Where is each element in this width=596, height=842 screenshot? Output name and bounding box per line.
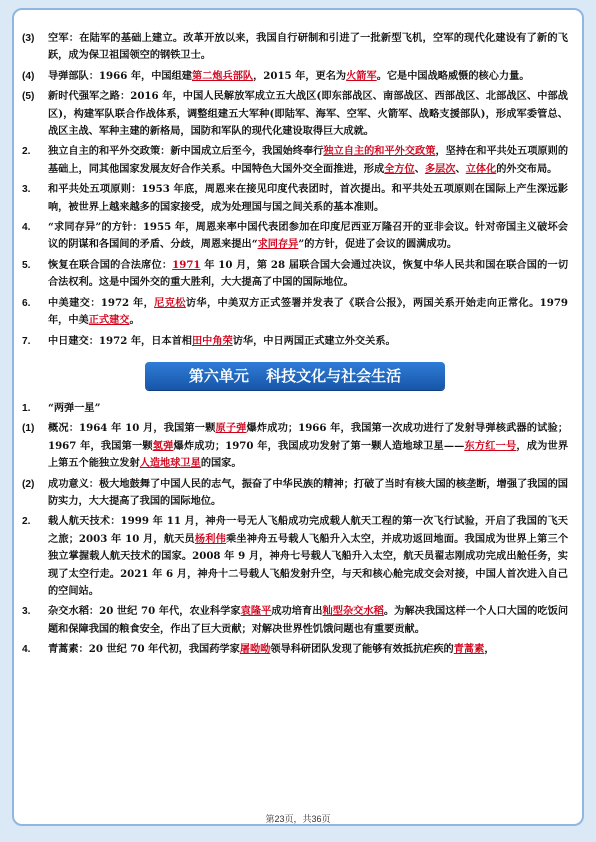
text-run: 、 xyxy=(455,162,466,175)
highlighted-term: 正式建交 xyxy=(88,314,130,327)
list-item xyxy=(22,181,568,216)
list-item xyxy=(22,513,568,600)
highlighted-term: 青蒿素 xyxy=(453,643,485,656)
text-run: ，2015 年，更名为 xyxy=(253,69,347,82)
item-text xyxy=(48,143,568,178)
text-run: 、 xyxy=(414,162,425,175)
text-run: 中日建交：1972 年，日本首相 xyxy=(48,334,192,347)
unit-number: 第六单元 xyxy=(188,366,249,385)
highlighted-term: 氢弹 xyxy=(152,439,174,452)
text-run: 和平共处五项原则：1953 年底，周恩来在接见印度代表团时，首次提出。和平共处五项原则在国际上产生深远影响，被世界上越来越多的国家接受，成为处理国与国之间关系的基本准则。 xyxy=(48,183,568,213)
highlighted-term: 籼型杂交水稻 xyxy=(322,605,384,618)
text-run: 独立自主的和平外交政策：新中国成立后至今，我国始终奉行 xyxy=(48,145,324,158)
highlighted-term: 杨利伟 xyxy=(194,532,226,545)
list-item xyxy=(22,603,568,638)
item-number: 2. xyxy=(22,516,31,528)
text-run: 访华，中日两国正式建立外交关系。 xyxy=(232,334,396,347)
item-number: 7. xyxy=(22,335,31,347)
item-text xyxy=(48,181,568,216)
highlighted-term: 人造地球卫星 xyxy=(139,457,201,470)
highlighted-term: 田中角荣 xyxy=(191,334,233,347)
highlighted-term: 东方红一号 xyxy=(464,439,517,452)
item-text xyxy=(48,88,568,140)
document-body xyxy=(22,30,568,662)
item-number: 4. xyxy=(22,644,31,656)
text-run: 。它是中国战略威慑的核心力量。 xyxy=(376,69,530,82)
text-run: 乘坐神舟五号载人飞船升入太空，并成功返回地面。我国成为世界上第三个独立掌握载人航天技术的国家。2008 年 9 月，神舟七号载人飞船升入太空，航天员翟志刚成功完成出舱任务，实现了太空行走。2021 年 6 月，神舟十二号载人飞船发射升空，与天和核心舱完成交会对接，中国人首次进入自己的空间站。 xyxy=(48,532,569,597)
item-number: 3. xyxy=(22,184,31,196)
text-run: 概况：1964 年 10 月，我国第一颗 xyxy=(48,422,216,435)
item-number: (2) xyxy=(22,478,35,490)
text-run: 空军：在陆军的基础上建立。改革开放以来，我国自行研制和引进了一批新型飞机，空军的现代化建设有了新的飞跃，成为保卫祖国领空的钢铁卫士。 xyxy=(48,32,568,62)
highlighted-term: 多层次 xyxy=(424,162,456,175)
list-item xyxy=(22,641,568,658)
highlighted-term: 火箭军 xyxy=(346,69,377,82)
item-text xyxy=(48,30,568,65)
item-text xyxy=(48,513,568,600)
item-text xyxy=(48,257,568,292)
list-item xyxy=(22,219,568,254)
text-run: 。为解决我国这样一个人口大国的吃饭问题和保障我国的粮食安全，作出了巨大贡献；对解决世界性饥饿问题也有重要贡献。 xyxy=(48,605,569,635)
item-number: 5. xyxy=(22,259,31,271)
highlighted-term: 1971 xyxy=(172,258,201,271)
text-run: 的国家。 xyxy=(200,457,242,470)
item-text xyxy=(48,476,568,511)
text-run: 爆炸成功；1970 年，我国成功发射了第一颗人造地球卫星—— xyxy=(173,439,465,452)
highlighted-term: 袁隆平 xyxy=(240,605,272,618)
text-run: 载人航天技术：1999 年 11 月，神舟一号无人飞船成功完成载人航天工程的第一次飞行试验，开启了我国的飞天之旅；2003 年 10 月，航天员 xyxy=(48,515,568,545)
item-text xyxy=(48,219,568,254)
highlighted-term: 立体化 xyxy=(465,162,497,175)
item-text xyxy=(48,603,568,638)
highlighted-term: 尼克松 xyxy=(154,296,186,309)
item-text xyxy=(48,641,568,658)
text-run: 。 xyxy=(129,314,140,327)
text-run: 新时代强军之路：2016 年，中国人民解放军成立五大战区(即东部战区、南部战区、西部战区、北部战区、中部战区)，构建军队联合作战体系，调整组建五大军种(即陆军、海军、空军、火箭军、战略支援部队)，形成军委管总、战区主战、军种主建的新格局，国防和军队的现代化建设取得巨大成就。 xyxy=(48,90,568,138)
text-run: 恢复在联合国的合法席位： xyxy=(48,258,173,271)
text-run: “两弹一星” xyxy=(48,401,101,414)
list-item xyxy=(22,333,568,350)
highlighted-term: 第二炮兵部队 xyxy=(191,69,254,82)
item-text xyxy=(48,333,568,350)
list-item xyxy=(22,295,568,330)
text-run: ， xyxy=(484,643,495,656)
text-run: ，成为世界上第五个能独立发射 xyxy=(48,439,569,470)
highlighted-term: 屠呦呦 xyxy=(239,643,271,656)
text-run: 的外交布局。 xyxy=(496,162,558,175)
text-run: 访华，中美双方正式签署并发表了《联合公报》，两国关系开始走向正常化。1979 年，中美 xyxy=(48,296,568,327)
unit-title: 科技文化与社会生活 xyxy=(266,366,402,385)
list-item xyxy=(22,143,568,178)
highlighted-term: 全方位 xyxy=(384,162,415,175)
item-text xyxy=(48,400,568,417)
page-number: 第23页，共36页 xyxy=(265,814,331,824)
item-number: (1) xyxy=(22,423,35,435)
list-item xyxy=(22,88,568,140)
item-number: 4. xyxy=(22,222,31,234)
item-number: 2. xyxy=(22,146,31,158)
text-run: ，坚持在和平共处五项原则的基础上，同其他国家发展友好合作关系。中国特色大国外交全面推进，形成 xyxy=(48,145,569,175)
text-run: 导弹部队：1966 年，中国组建 xyxy=(48,69,192,82)
section-science xyxy=(22,400,568,659)
text-run: ”的方针，促进了会议的圆满成功。 xyxy=(298,238,458,251)
list-item xyxy=(22,400,568,417)
text-run: 成功培育出 xyxy=(271,605,323,618)
list-item xyxy=(22,476,568,511)
highlighted-term: 独立自主的和平外交政策 xyxy=(323,145,436,158)
text-run: “求同存异”的方针：1955 年，周恩来率中国代表团参加在印度尼西亚万隆召开的亚非会议。针对帝国主义破坏会议的阴谋和各国间的矛盾、分歧，周恩来提出“ xyxy=(48,221,568,251)
item-number: 3. xyxy=(22,606,31,618)
list-item xyxy=(22,30,568,65)
list-item xyxy=(22,68,568,85)
text-run: 中美建交：1972 年， xyxy=(48,296,155,309)
item-number: 1. xyxy=(22,402,31,414)
text-run: 杂交水稻：20 世纪 70 年代，农业科学家 xyxy=(48,605,241,618)
list-item xyxy=(22,420,568,472)
section-diplomacy xyxy=(22,30,568,350)
item-number: (4) xyxy=(22,70,35,82)
text-run: 年 10 月，第 28 届联合国大会通过决议，恢复中华人民共和国在联合国的一切合法权利。这是中国外交的重大胜利，大大提高了中国的国际地位。 xyxy=(48,258,569,289)
list-item xyxy=(22,257,568,292)
item-number: (5) xyxy=(22,91,35,103)
item-text xyxy=(48,420,568,472)
item-number: 6. xyxy=(22,297,31,309)
text-run: 青蒿素：20 世纪 70 年代初，我国药学家 xyxy=(48,643,240,656)
text-run: 领导科研团队发现了能够有效抵抗疟疾的 xyxy=(270,643,454,656)
highlighted-term: 原子弹 xyxy=(215,422,247,435)
text-run: 爆炸成功；1966 年，我国第一次成功进行了发射导弹核武器的试验；1967 年，我国第一颗 xyxy=(48,422,569,452)
item-text xyxy=(48,68,568,85)
text-run: 成功意义：极大地鼓舞了中国人民的志气，振奋了中华民族的精神；打破了当时有核大国的核垄断，增强了我国的国防实力，大大提高了我国的国际地位。 xyxy=(48,477,568,507)
item-number: (3) xyxy=(22,33,35,44)
highlighted-term: 求同存异 xyxy=(257,238,299,251)
item-text xyxy=(48,295,568,330)
unit-banner xyxy=(145,362,445,390)
